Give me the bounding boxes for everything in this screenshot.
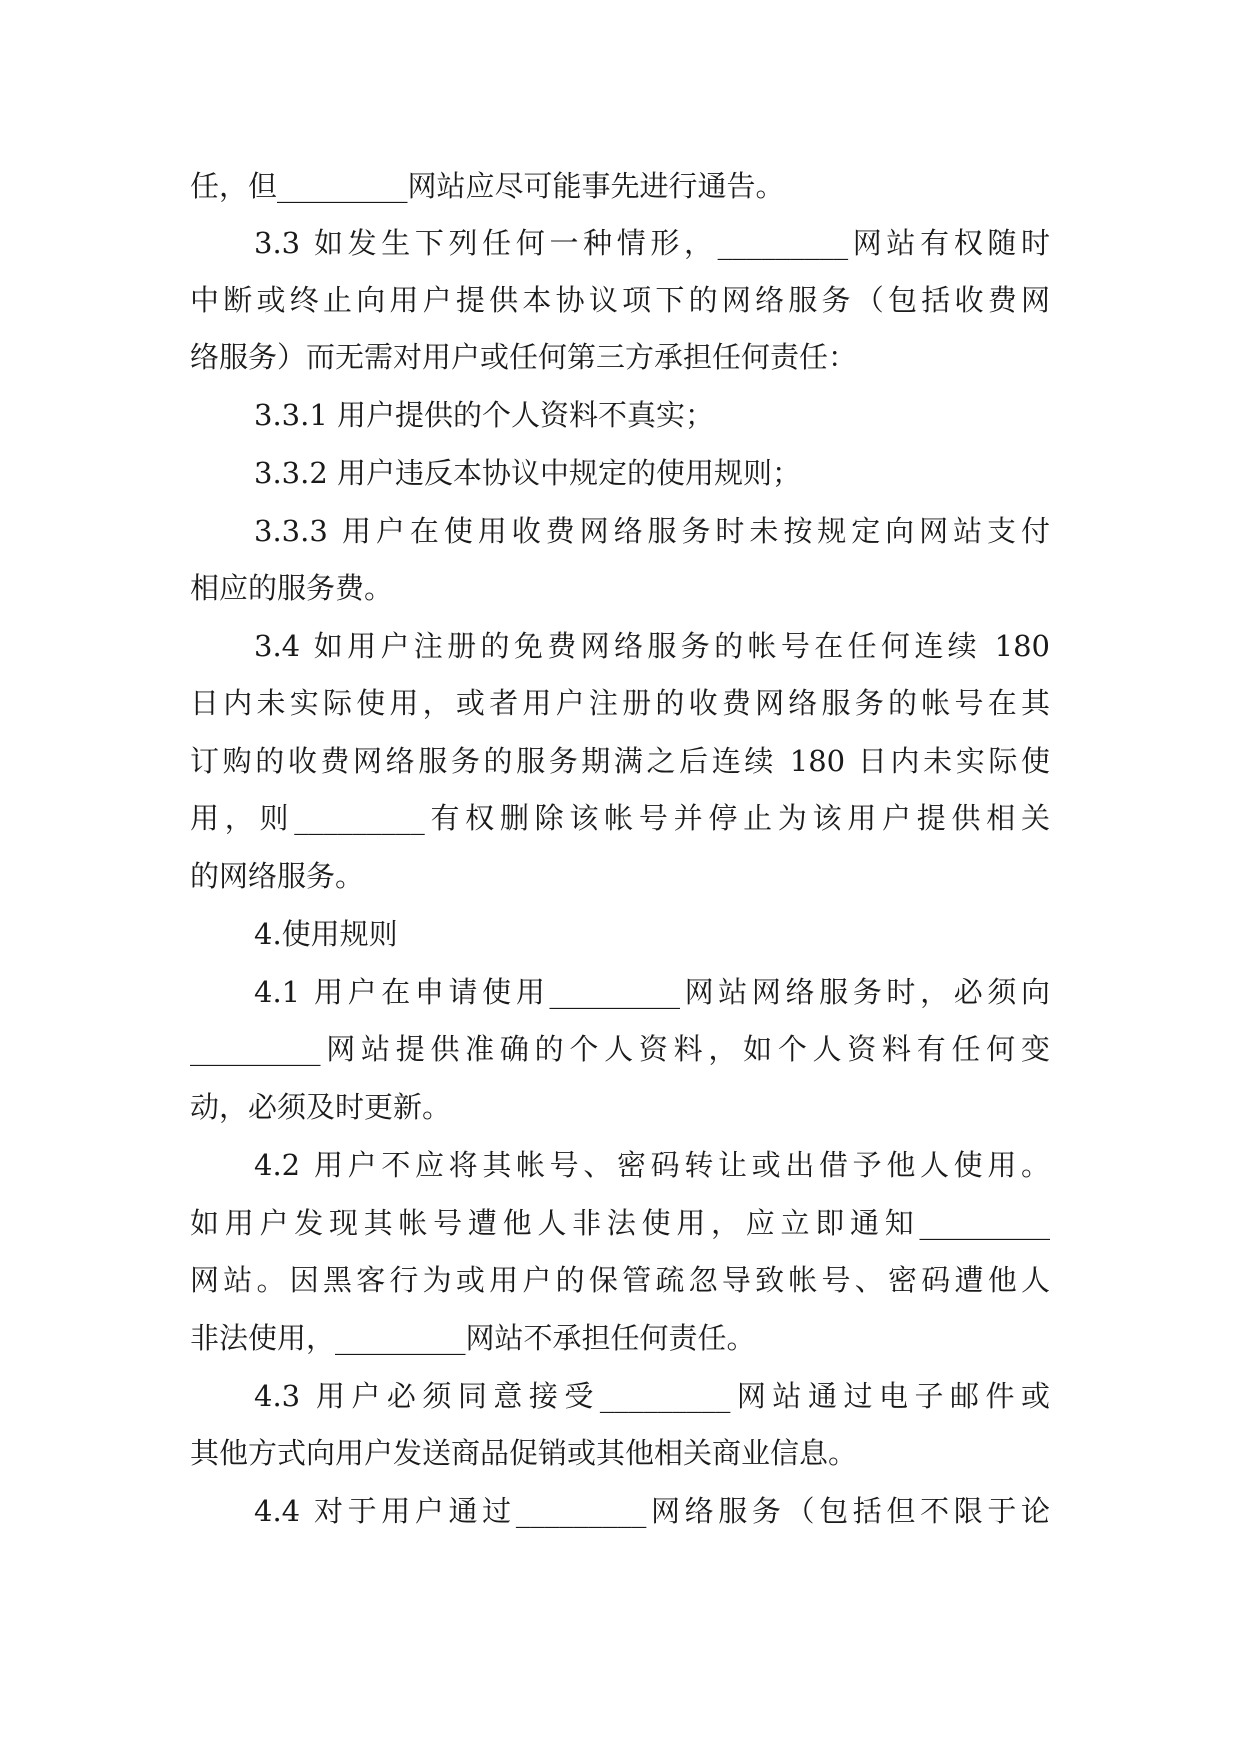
- text-line: 非法使用，_________网站不承担任何责任。: [190, 1321, 756, 1355]
- document-line: [0, 731, 1241, 791]
- document-line: [0, 1366, 1241, 1426]
- document-line: [0, 327, 1241, 387]
- text-line: 网站。因黑客行为或用户的保管疏忽导致帐号、密码遭他人: [190, 1263, 1050, 1297]
- text-line: 用，则_________有权删除该帐号并停止为该用户提供相关: [190, 801, 1050, 835]
- text-line: 4.1 用户在申请使用_________网站网络服务时，必须向: [254, 975, 1050, 1009]
- document-line: [0, 1019, 1241, 1079]
- text-line: 3.3 如发生下列任何一种情形，_________网站有权随时: [254, 226, 1050, 260]
- text-line: 的网络服务。: [190, 859, 365, 893]
- text-line: 其他方式向用户发送商品促销或其他相关商业信息。: [190, 1436, 858, 1470]
- text-line: 4.2 用户不应将其帐号、密码转让或出借予他人使用。: [254, 1148, 1050, 1182]
- document-line: [0, 673, 1241, 733]
- text-line: 络服务）而无需对用户或任何第三方承担任何责任：: [190, 340, 858, 374]
- text-line: 3.4 如用户注册的免费网络服务的帐号在任何连续 180: [254, 629, 1050, 663]
- text-line: 3.3.3 用户在使用收费网络服务时未按规定向网站支付: [254, 514, 1050, 548]
- document-line: [0, 156, 1241, 216]
- text-line: 如用户发现其帐号遭他人非法使用，应立即通知_________: [190, 1206, 1050, 1240]
- document-line: [0, 1193, 1241, 1253]
- text-line: 订购的收费网络服务的服务期满之后连续 180 日内未实际使: [190, 744, 1050, 778]
- document-line: [0, 558, 1241, 618]
- document-line: [0, 1423, 1241, 1483]
- text-line: 4.4 对于用户通过_________网络服务（包括但不限于论: [254, 1494, 1050, 1528]
- text-line: 4.3 用户必须同意接受_________网站通过电子邮件或: [254, 1379, 1050, 1413]
- text-line: 3.3.1 用户提供的个人资料不真实；: [254, 398, 715, 432]
- document-line: [0, 1308, 1241, 1368]
- document-line: [0, 616, 1241, 676]
- document-line: [0, 443, 1241, 503]
- section-heading: 4.使用规则: [254, 917, 398, 951]
- document-line: [0, 904, 1241, 964]
- document-line: [0, 385, 1241, 445]
- document-line: [0, 1135, 1241, 1195]
- text-line: 日内未实际使用，或者用户注册的收费网络服务的帐号在其: [190, 686, 1050, 720]
- text-line: 任，但_________网站应尽可能事先进行通告。: [190, 169, 785, 203]
- document-line: [0, 1250, 1241, 1310]
- document-line: [0, 213, 1241, 273]
- text-line: _________网站提供准确的个人资料，如个人资料有任何变: [190, 1032, 1050, 1066]
- document-line: [0, 270, 1241, 330]
- document-line: [0, 846, 1241, 906]
- text-line: 相应的服务费。: [190, 571, 394, 605]
- text-line: 3.3.2 用户违反本协议中规定的使用规则；: [254, 456, 802, 490]
- document-line: [0, 962, 1241, 1022]
- text-line: 动，必须及时更新。: [190, 1090, 452, 1124]
- document-line: [0, 788, 1241, 848]
- document-line: [0, 1481, 1241, 1541]
- text-line: 中断或终止向用户提供本协议项下的网络服务（包括收费网: [190, 283, 1050, 317]
- document-line: [0, 501, 1241, 561]
- document-line: [0, 1077, 1241, 1137]
